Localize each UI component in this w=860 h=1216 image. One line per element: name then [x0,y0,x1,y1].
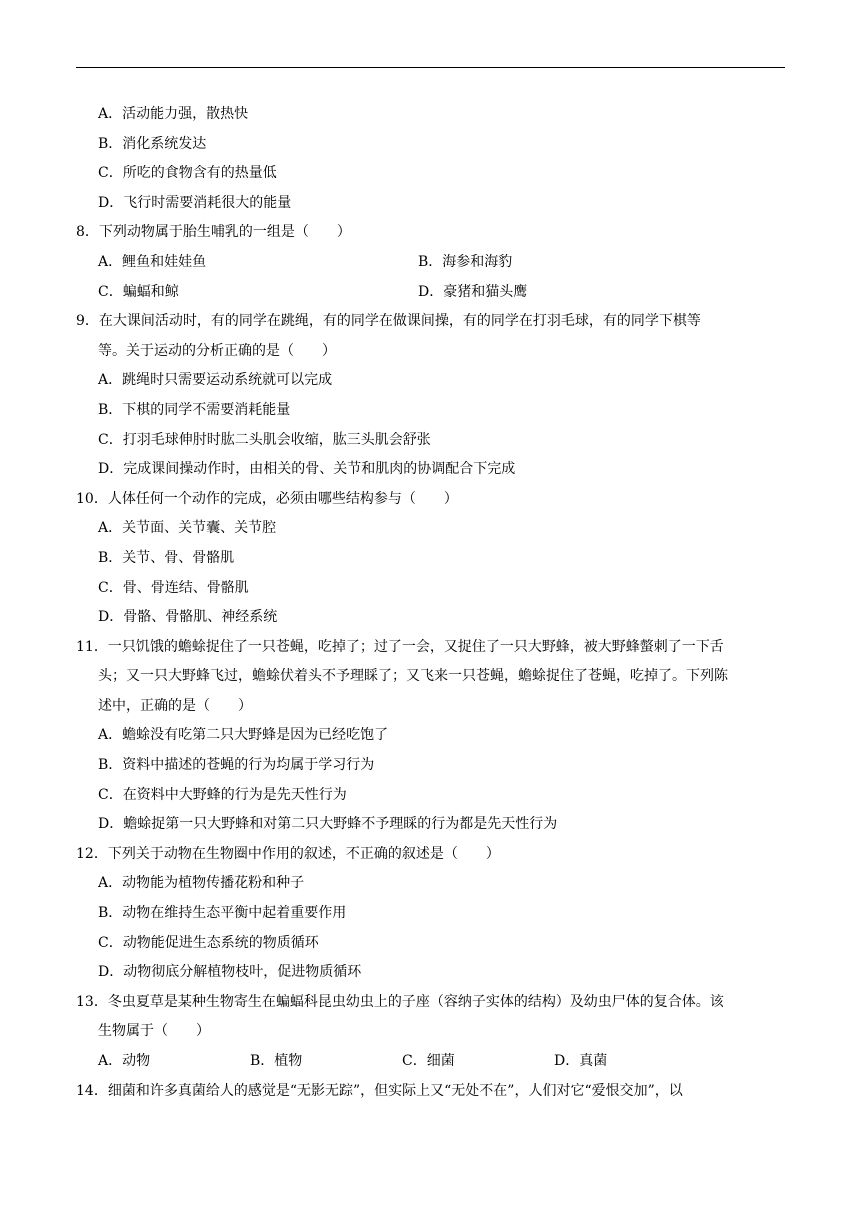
q11-option-d: D．蟾蜍捉第一只大野蜂和对第二只大野蜂不予理睬的行为都是先天性行为 [98,816,558,833]
q13-stem-line-1: 13．冬虫夏草是某种生物寄生在蝙蝠科昆虫幼虫上的子座（容纳子实体的结构）及幼虫尸体的复合体。该 [76,993,724,1010]
q12-option-d: D．动物彻底分解植物枝叶，促进物质循环 [98,964,362,981]
q12-option-a: A．动物能为植物传播花粉和种子 [98,875,305,892]
q14-stem: 14．细菌和许多真菌给人的感觉是“无影无踪”，但实际上又“无处不在”，人们对它“爱恨交加”，以 [76,1082,683,1099]
q13-option-a: A．动物 [98,1053,151,1069]
exam-page [76,100,786,1106]
header-rule [76,67,785,68]
q8-option-b: B．海参和海豹 [418,253,513,270]
q8-options-row-2 [76,278,786,308]
q11-stem-line-1: 11．一只饥饿的蟾蜍捉住了一只苍蝇，吃掉了；过了一会，又捉住了一只大野蜂，被大野蜂螫刺了一下舌 [76,638,724,655]
q9-stem-line-1: 9．在大课间活动时，有的同学在跳绳，有的同学在做课间操，有的同学在打羽毛球，有的同学下棋等 [76,313,701,330]
q13-stem-line-2: 生物属于（ ） [98,1023,210,1040]
q9-option-d: D．完成课间操动作时，由相关的骨、关节和肌肉的协调配合下完成 [98,461,516,478]
q8-option-c: C．蝙蝠和鲸 [98,283,179,300]
q13-option-d: D．真菌 [554,1053,608,1069]
q10-option-a: A．关节面、关节囊、关节腔 [98,520,277,537]
q8-options-row-1 [76,248,786,278]
q13-options-row [76,1047,786,1077]
q12-option-b: B．动物在维持生态平衡中起着重要作用 [98,905,347,922]
q13-option-b: B．植物 [250,1053,303,1069]
q11-stem-line-3: 述中，正确的是（ ） [98,697,252,714]
q10-option-b: B．关节、骨、骨骼肌 [98,549,235,566]
q7-option-d: D．飞行时需要消耗很大的能量 [98,194,292,211]
q12-option-c: C．动物能促进生态系统的物质循环 [98,934,319,951]
q9-option-b: B．下棋的同学不需要消耗能量 [98,401,291,418]
q9-option-c: C．打羽毛球伸肘时肱二头肌会收缩，肱三头肌会舒张 [98,431,431,448]
q10-option-c: C．骨、骨连结、骨骼肌 [98,579,249,596]
q7-option-a: A．活动能力强，散热快 [98,106,249,122]
q8-stem: 8．下列动物属于胎生哺乳的一组是（ ） [76,224,351,241]
q11-option-a: A．蟾蜍没有吃第二只大野蜂是因为已经吃饱了 [98,727,389,744]
q10-stem: 10．人体任何一个动作的完成，必须由哪些结构参与（ ） [76,490,458,507]
q11-option-c: C．在资料中大野蜂的行为是先天性行为 [98,786,347,803]
q11-option-b: B．资料中描述的苍蝇的行为均属于学习行为 [98,757,375,774]
q7-option-b: B．消化系统发达 [98,135,207,152]
q10-option-d: D．骨骼、骨骼肌、神经系统 [98,609,278,626]
q13-option-c: C．细菌 [402,1053,455,1069]
q8-option-a: A．鲤鱼和娃娃鱼 [98,253,207,270]
q9-stem-line-2: 等。关于运动的分析正确的是（ ） [98,342,336,359]
q11-stem-line-2: 头；又一只大野蜂飞过，蟾蜍伏着头不予理睬了；又飞来一只苍蝇，蟾蜍捉住了苍蝇，吃掉了。下列陈 [98,668,728,685]
q9-option-a: A．跳绳时只需要运动系统就可以完成 [98,372,333,389]
q12-stem: 12．下列关于动物在生物圈中作用的叙述，不正确的叙述是（ ） [76,845,500,862]
q8-option-d: D．豪猪和猫头鹰 [418,283,528,300]
q7-option-c: C．所吃的食物含有的热量低 [98,165,277,182]
